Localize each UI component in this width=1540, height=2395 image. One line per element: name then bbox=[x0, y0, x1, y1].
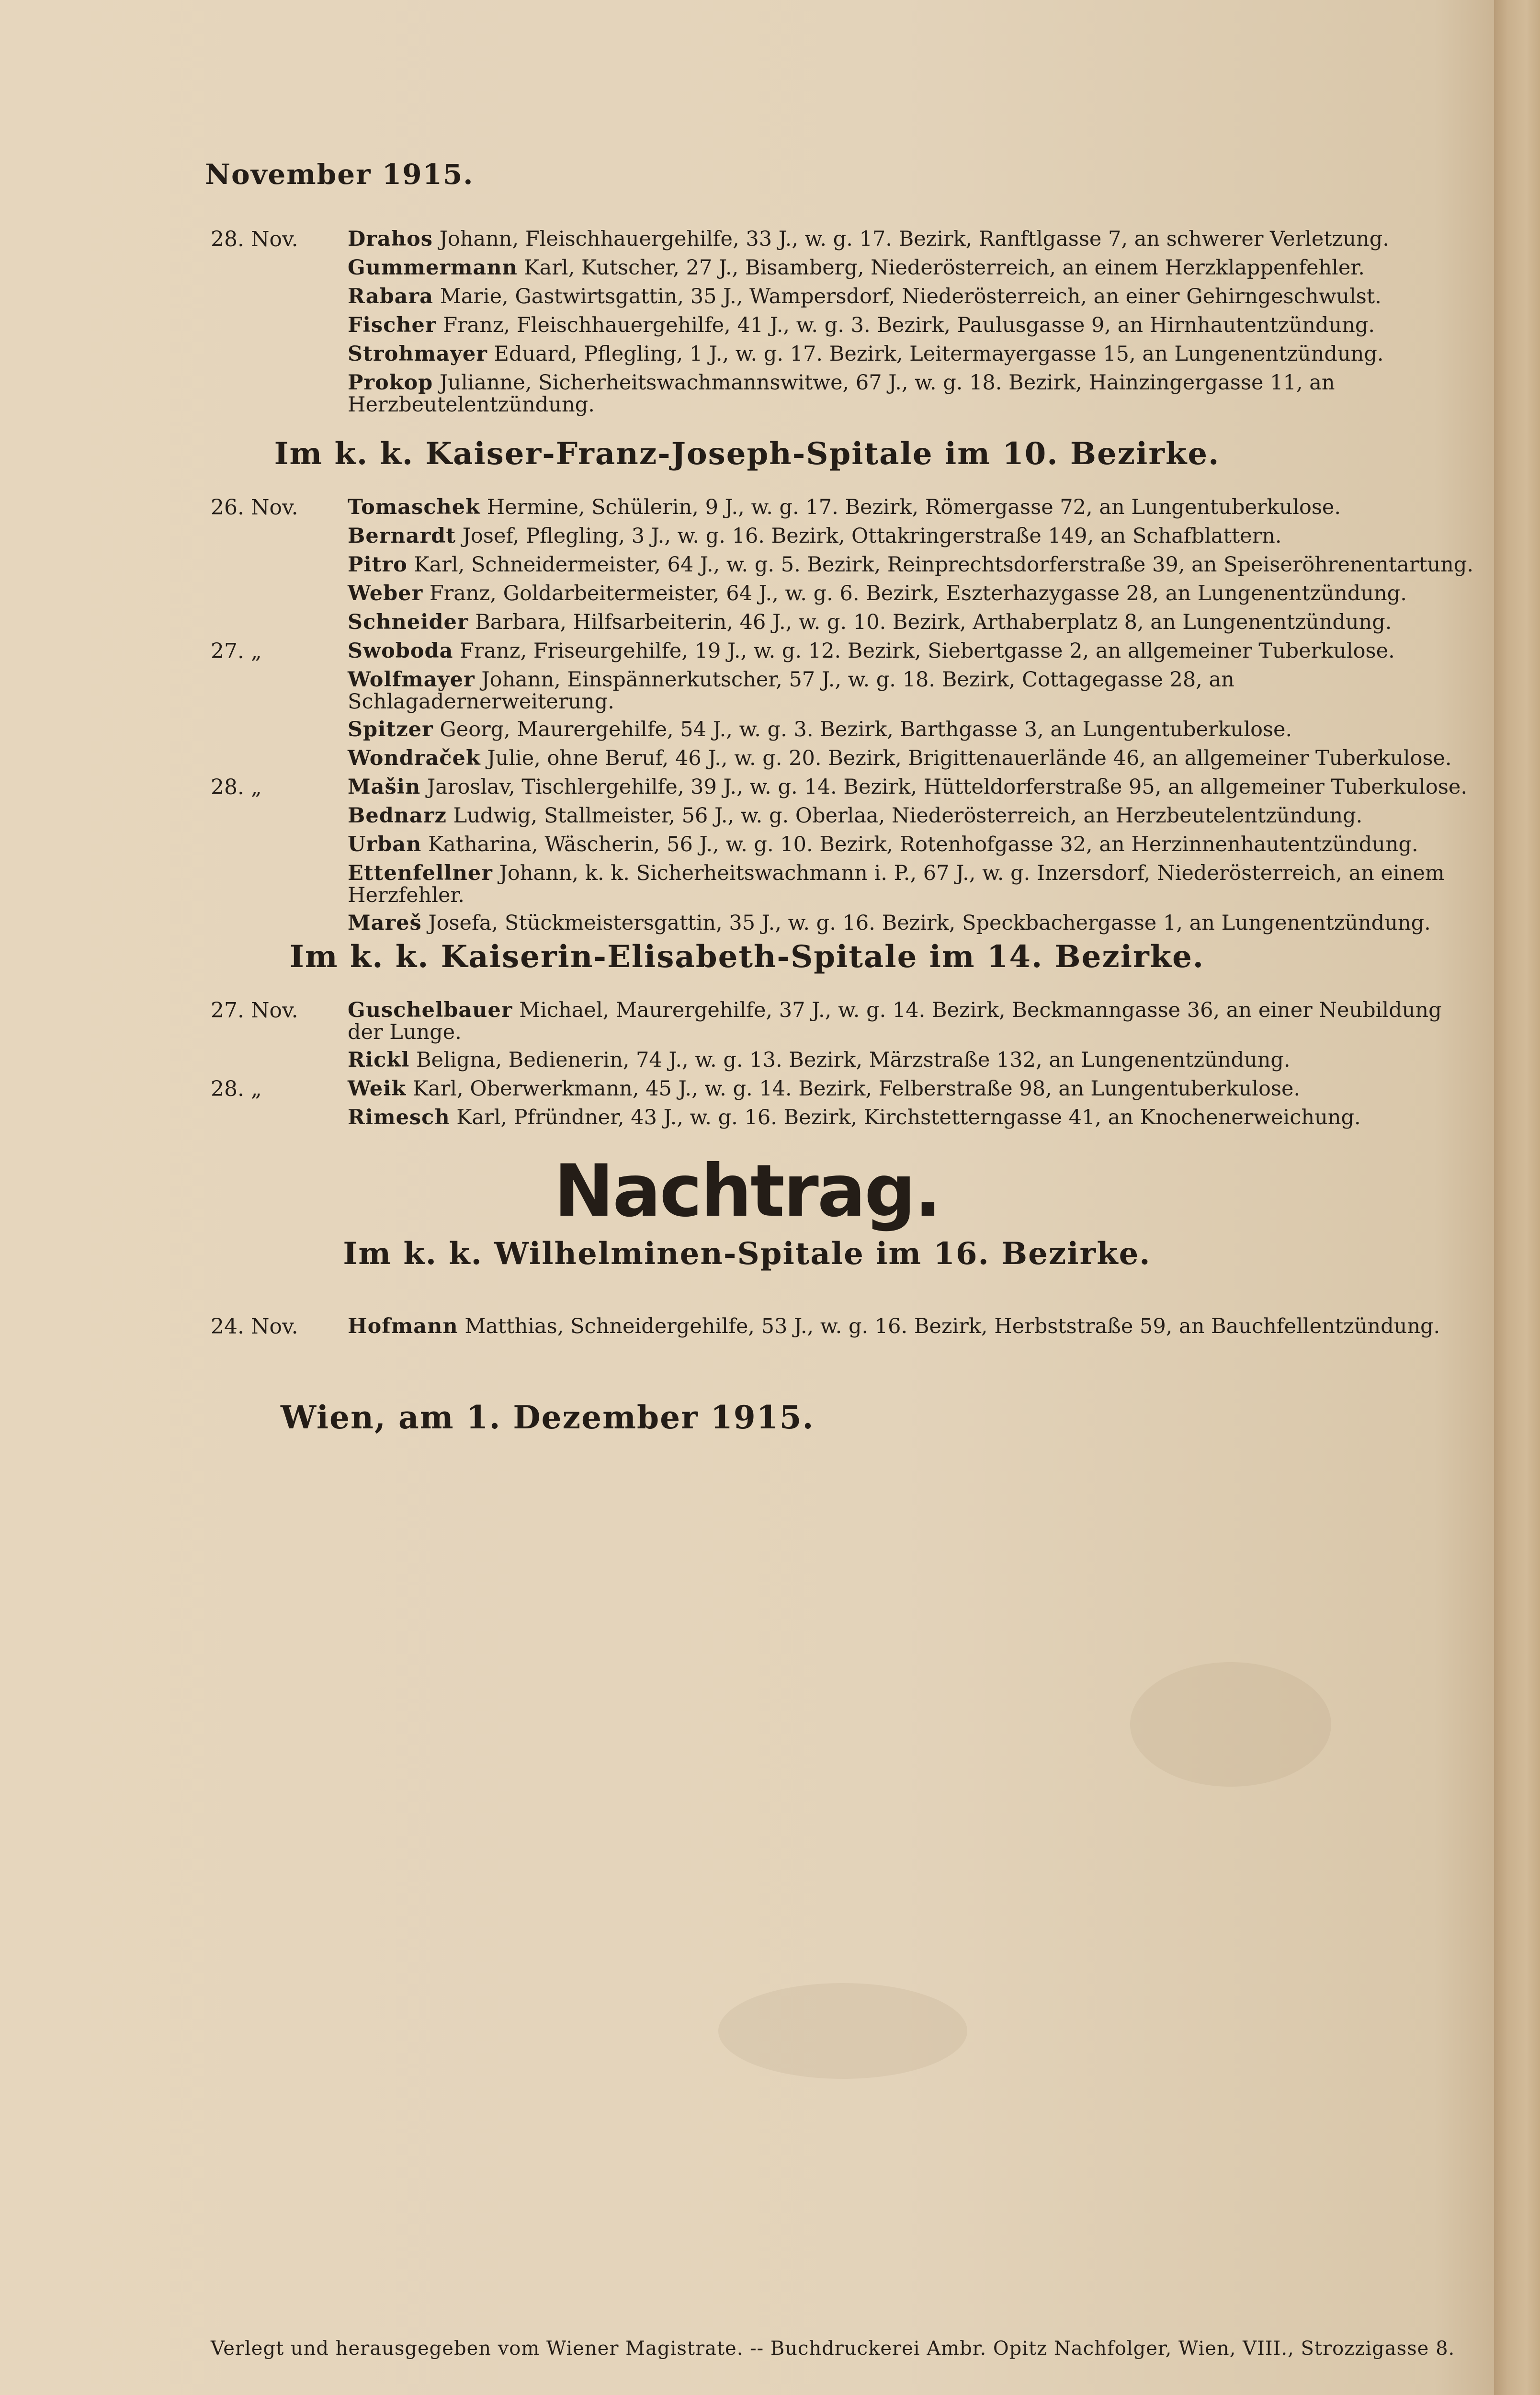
entry-text: Karl, Pfründner, 43 J., w. g. 16. Bezirk, Kirchstetterngasse 41, an Knochenerweichung. bbox=[450, 1106, 1361, 1129]
death-entry bbox=[0, 637, 1494, 666]
entry-text: Barbara, Hilfsarbeiterin, 46 J., w. g. 10. Bezirk, Arthaberplatz 8, an Lungenentzündung. bbox=[468, 610, 1392, 634]
death-entry bbox=[0, 744, 1494, 773]
publisher-footer: Verlegt und herausgegeben vom Wiener Magistrate. -- Buchdruckerei Ambr. Opitz Nachfolger, Wien, VIII., Strozzigasse 8. bbox=[211, 2338, 1455, 2360]
entry-name: Schneider bbox=[348, 610, 469, 634]
death-entry bbox=[0, 909, 1494, 938]
entry-name: Mašin bbox=[348, 775, 421, 799]
entry-name: Fischer bbox=[348, 313, 437, 337]
entry-name: Rimesch bbox=[348, 1106, 450, 1129]
entry-text: Johann, Fleischhauergehilfe, 33 J., w. g. 17. Bezirk, Ranftlgasse 7, an schwerer Verletzung. bbox=[432, 227, 1389, 251]
section-title: Im k. k. Kaiserin-Elisabeth-Spitale im 14. Bezirke. bbox=[289, 939, 1205, 975]
entry-name: Rickl bbox=[348, 1048, 410, 1072]
entry-text: Eduard, Pflegling, 1 J., w. g. 17. Bezirk, Leitermayergasse 15, an Lungenentzündung. bbox=[487, 342, 1384, 366]
entry-name: Hofmann bbox=[348, 1314, 458, 1338]
signoff: Wien, am 1. Dezember 1915. bbox=[281, 1399, 815, 1436]
entry-date: 28. Nov. bbox=[211, 227, 298, 251]
entry-list-3 bbox=[0, 996, 1494, 1132]
entry-name: Rabara bbox=[348, 285, 434, 308]
entry-list-4 bbox=[0, 1312, 1494, 1341]
entry-text: Josefa, Stückmeistersgattin, 35 J., w. g. 16. Bezirk, Speckbachergasse 1, an Lungenentzündung. bbox=[421, 911, 1431, 935]
entry-text: Johann, Einspännerkutscher, 57 J., w. g. 18. Bezirk, Cottagegasse 28, an Schlagadernerweiterung. bbox=[348, 668, 1234, 714]
entry-date: 27. „ bbox=[211, 639, 262, 663]
section-title: Im k. k. Kaiser-Franz-Joseph-Spitale im 10. Bezirke. bbox=[274, 436, 1220, 472]
entry-text: Julie, ohne Beruf, 46 J., w. g. 20. Bezirk, Brigittenauerlände 46, an allgemeiner Tuberkulose. bbox=[480, 746, 1452, 770]
death-entry bbox=[0, 580, 1494, 608]
entry-list-2 bbox=[0, 493, 1494, 938]
entry-name: Weik bbox=[348, 1077, 407, 1101]
entry-text: Ludwig, Stallmeister, 56 J., w. g. Oberlaa, Niederösterreich, an Herzbeutelentzündung. bbox=[446, 804, 1363, 828]
death-entry bbox=[0, 311, 1494, 340]
entry-text: Josef, Pflegling, 3 J., w. g. 16. Bezirk, Ottakringerstraße 149, an Schafblattern. bbox=[456, 524, 1282, 548]
entry-text: Karl, Schneidermeister, 64 J., w. g. 5. Bezirk, Reinprechtsdorferstraße 39, an Speiseröhrenentartung. bbox=[407, 553, 1474, 577]
death-entry bbox=[0, 1046, 1494, 1075]
death-entry bbox=[0, 831, 1494, 859]
entry-text: Hermine, Schülerin, 9 J., w. g. 17. Bezirk, Römergasse 72, an Lungentuberkulose. bbox=[480, 495, 1341, 519]
entry-name: Weber bbox=[348, 582, 423, 605]
entry-list-1 bbox=[0, 225, 1494, 419]
entry-name: Swoboda bbox=[348, 639, 453, 663]
nachtrag-heading: Nachtrag. bbox=[554, 1150, 940, 1233]
entry-name: Pitro bbox=[348, 553, 408, 577]
entry-name: Strohmayer bbox=[348, 342, 487, 366]
entry-name: Spitzer bbox=[348, 718, 433, 741]
entry-name: Bednarz bbox=[348, 804, 447, 828]
entry-name: Guschelbauer bbox=[348, 998, 513, 1022]
death-entry bbox=[0, 283, 1494, 311]
death-entry bbox=[0, 802, 1494, 831]
entry-name: Wondraček bbox=[348, 746, 481, 770]
death-entry bbox=[0, 773, 1494, 802]
entry-name: Ettenfellner bbox=[348, 861, 493, 885]
entry-text: Beligna, Bedienerin, 74 J., w. g. 13. Bezirk, Märzstraße 132, an Lungenentzündung. bbox=[409, 1048, 1291, 1072]
entry-text: Karl, Oberwerkmann, 45 J., w. g. 14. Bezirk, Felberstraße 98, an Lungentuberkulose. bbox=[406, 1077, 1301, 1101]
death-entry bbox=[0, 716, 1494, 744]
entry-text: Georg, Maurergehilfe, 54 J., w. g. 3. Bezirk, Barthgasse 3, an Lungentuberkulose. bbox=[433, 718, 1292, 741]
entry-date: 27. Nov. bbox=[211, 998, 298, 1023]
death-entry bbox=[0, 225, 1494, 254]
entry-text: Karl, Kutscher, 27 J., Bisamberg, Niederösterreich, an einem Herzklappenfehler. bbox=[517, 256, 1365, 280]
entry-text: Katharina, Wäscherin, 56 J., w. g. 10. Bezirk, Rotenhofgasse 32, an Herzinnenhautentzündung. bbox=[421, 833, 1418, 856]
death-entry bbox=[0, 254, 1494, 283]
entry-text: Franz, Friseurgehilfe, 19 J., w. g. 12. Bezirk, Siebertgasse 2, an allgemeiner Tuberkulose. bbox=[453, 639, 1395, 663]
entry-name: Prokop bbox=[348, 371, 433, 395]
entry-name: Wolfmayer bbox=[348, 668, 475, 692]
death-entry bbox=[0, 522, 1494, 551]
death-entry bbox=[0, 551, 1494, 580]
entry-name: Mareš bbox=[348, 911, 422, 935]
entry-date: 28. „ bbox=[211, 775, 262, 799]
death-entry bbox=[0, 1312, 1494, 1341]
death-entry bbox=[0, 666, 1494, 716]
entry-date: 24. Nov. bbox=[211, 1314, 298, 1339]
entry-text: Michael, Maurergehilfe, 37 J., w. g. 14. Bezirk, Beckmanngasse 36, an einer Neubildung der Lunge. bbox=[348, 998, 1442, 1044]
entry-name: Urban bbox=[348, 833, 422, 856]
entry-text: Johann, k. k. Sicherheitswachmann i. P., 67 J., w. g. Inzersdorf, Niederösterreich, an einem Herzfehler. bbox=[348, 861, 1445, 907]
death-entry bbox=[0, 1104, 1494, 1132]
entry-text: Marie, Gastwirtsgattin, 35 J., Wampersdorf, Niederösterreich, an einer Gehirngeschwulst. bbox=[433, 285, 1381, 308]
entry-date: 26. Nov. bbox=[211, 495, 298, 520]
death-entry bbox=[0, 608, 1494, 637]
entry-text: Jaroslav, Tischlergehilfe, 39 J., w. g. 14. Bezirk, Hütteldorferstraße 95, an allgemeiner Tuberkulose. bbox=[420, 775, 1467, 799]
death-entry bbox=[0, 493, 1494, 522]
death-entry bbox=[0, 1075, 1494, 1104]
death-entry bbox=[0, 996, 1494, 1046]
death-entry bbox=[0, 859, 1494, 909]
entry-text: Matthias, Schneidergehilfe, 53 J., w. g. 16. Bezirk, Herbststraße 59, an Bauchfellentzündung. bbox=[458, 1314, 1440, 1338]
death-entry bbox=[0, 340, 1494, 369]
section-title: Im k. k. Wilhelminen-Spitale im 16. Bezirke. bbox=[343, 1236, 1151, 1272]
paper-stain bbox=[1130, 1662, 1331, 1787]
entry-date: 28. „ bbox=[211, 1077, 262, 1101]
entry-name: Drahos bbox=[348, 227, 433, 251]
entry-text: Julianne, Sicherheitswachmannswitwe, 67 J., w. g. 18. Bezirk, Hainzingergasse 11, an Herzbeutelentzündung. bbox=[348, 371, 1335, 417]
paper-stain bbox=[718, 1983, 967, 2079]
page-edge bbox=[1494, 0, 1540, 2395]
entry-name: Tomaschek bbox=[348, 495, 480, 519]
death-entry bbox=[0, 369, 1494, 419]
entry-text: Franz, Fleischhauergehilfe, 41 J., w. g. 3. Bezirk, Paulusgasse 9, an Hirnhautentzündung. bbox=[436, 313, 1375, 337]
entry-name: Gummermann bbox=[348, 256, 518, 280]
entry-name: Bernardt bbox=[348, 524, 456, 548]
entry-text: Franz, Goldarbeitermeister, 64 J., w. g. 6. Bezirk, Eszterhazygasse 28, an Lungenentzündung. bbox=[423, 582, 1407, 605]
page-heading: November 1915. bbox=[205, 158, 474, 191]
